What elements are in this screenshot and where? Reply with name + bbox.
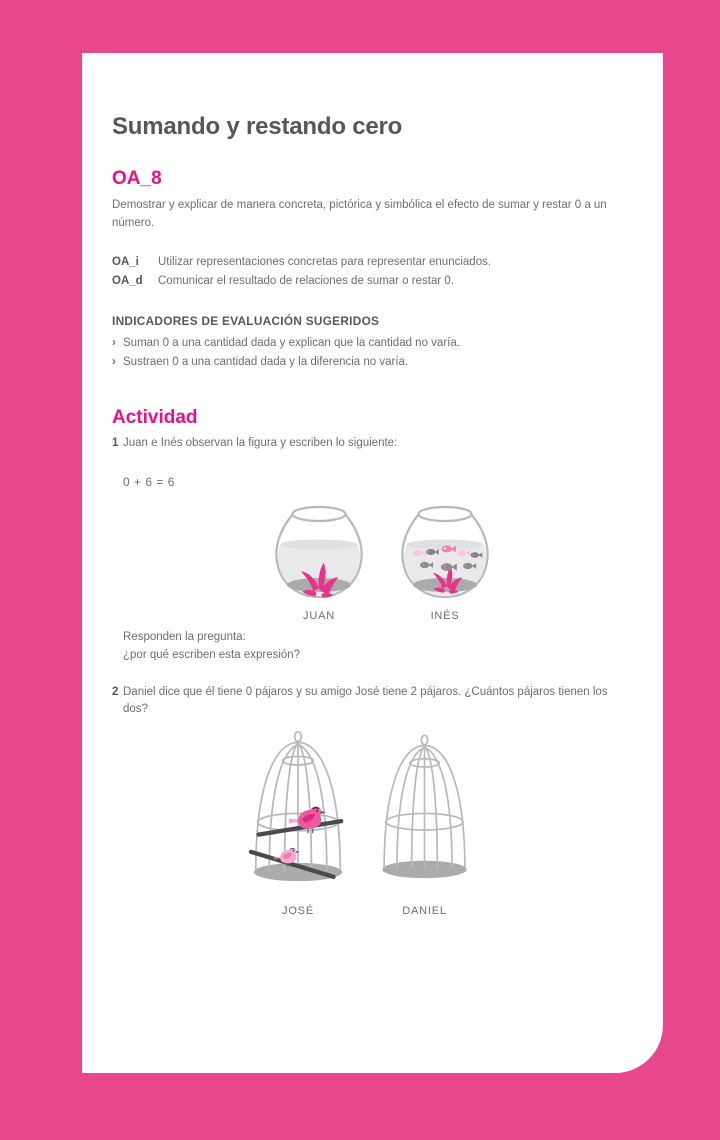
respond-block [123, 628, 627, 664]
item-number: 2 [112, 685, 119, 698]
oa-sub-items [112, 253, 627, 290]
activity-item-1 [112, 435, 627, 453]
oa-code: OA_d [112, 274, 143, 287]
page-title: Sumando y restando cero [112, 113, 403, 140]
activity-heading: Actividad [112, 407, 198, 428]
item-number: 1 [112, 437, 119, 449]
cage-frame [384, 735, 465, 869]
oa-sub-item [112, 272, 627, 291]
fishbowl-right-label: INÉS [430, 609, 460, 622]
respond-line: ¿por qué escriben esta expresión? [123, 648, 301, 661]
birdcage-with-birds-illustration [245, 729, 351, 897]
oa-text: Utilizar representaciones concretas para representar enunciados. [158, 256, 492, 268]
indicator-item [112, 353, 627, 372]
fishbowl-figures [272, 502, 627, 622]
indicators-heading: INDICADORES DE EVALUACIÓN SUGERIDOS [112, 314, 380, 328]
birdcage-daniel [374, 729, 475, 917]
empty-birdcage-illustration [374, 729, 475, 897]
worksheet-card [82, 53, 663, 1073]
oa-sub-item [112, 253, 627, 272]
oa8-description: Demostrar y explicar de manera concreta, pictórica y simbólica el efecto de sumar y restar 0 a un número. [112, 199, 607, 229]
oa8-heading: OA_8 [112, 168, 162, 189]
birdcage-left-label: JOSÉ [282, 904, 314, 917]
empty-fishbowl-illustration [272, 502, 366, 602]
indicator-item [112, 334, 627, 353]
respond-line: Responden la pregunta: [123, 630, 246, 643]
chevron-bullet-icon: › [112, 337, 116, 349]
chevron-bullet-icon: › [112, 355, 116, 368]
oa-text: Comunicar el resultado de relaciones de sumar o restar 0. [158, 274, 454, 287]
fishbowl-with-fish-illustration [398, 502, 492, 602]
activity-item-2 [112, 684, 627, 719]
birdcage-figures [245, 729, 627, 917]
math-expression: 0 + 6 = 6 [123, 474, 175, 489]
fishbowl-ines [398, 502, 492, 622]
fishbowl-left-label: JUAN [303, 609, 335, 622]
fishbowl-juan [272, 502, 366, 622]
indicator-text: Sustraen 0 a una cantidad dada y la diferencia no varía. [123, 355, 409, 368]
indicators-list [112, 334, 627, 371]
oa-code: OA_i [112, 256, 139, 268]
cage-frame [256, 731, 340, 871]
item-text: Juan e Inés observan la figura y escriben lo siguiente: [123, 437, 398, 449]
item-text: Daniel dice que él tiene 0 pájaros y su amigo José tiene 2 pájaros. ¿Cuántos pájaros tienen los dos? [123, 685, 608, 715]
birdcage-right-label: DANIEL [402, 904, 447, 917]
birdcage-jose [245, 729, 351, 917]
indicator-text: Suman 0 a una cantidad dada y explican que la cantidad no varía. [123, 337, 460, 349]
